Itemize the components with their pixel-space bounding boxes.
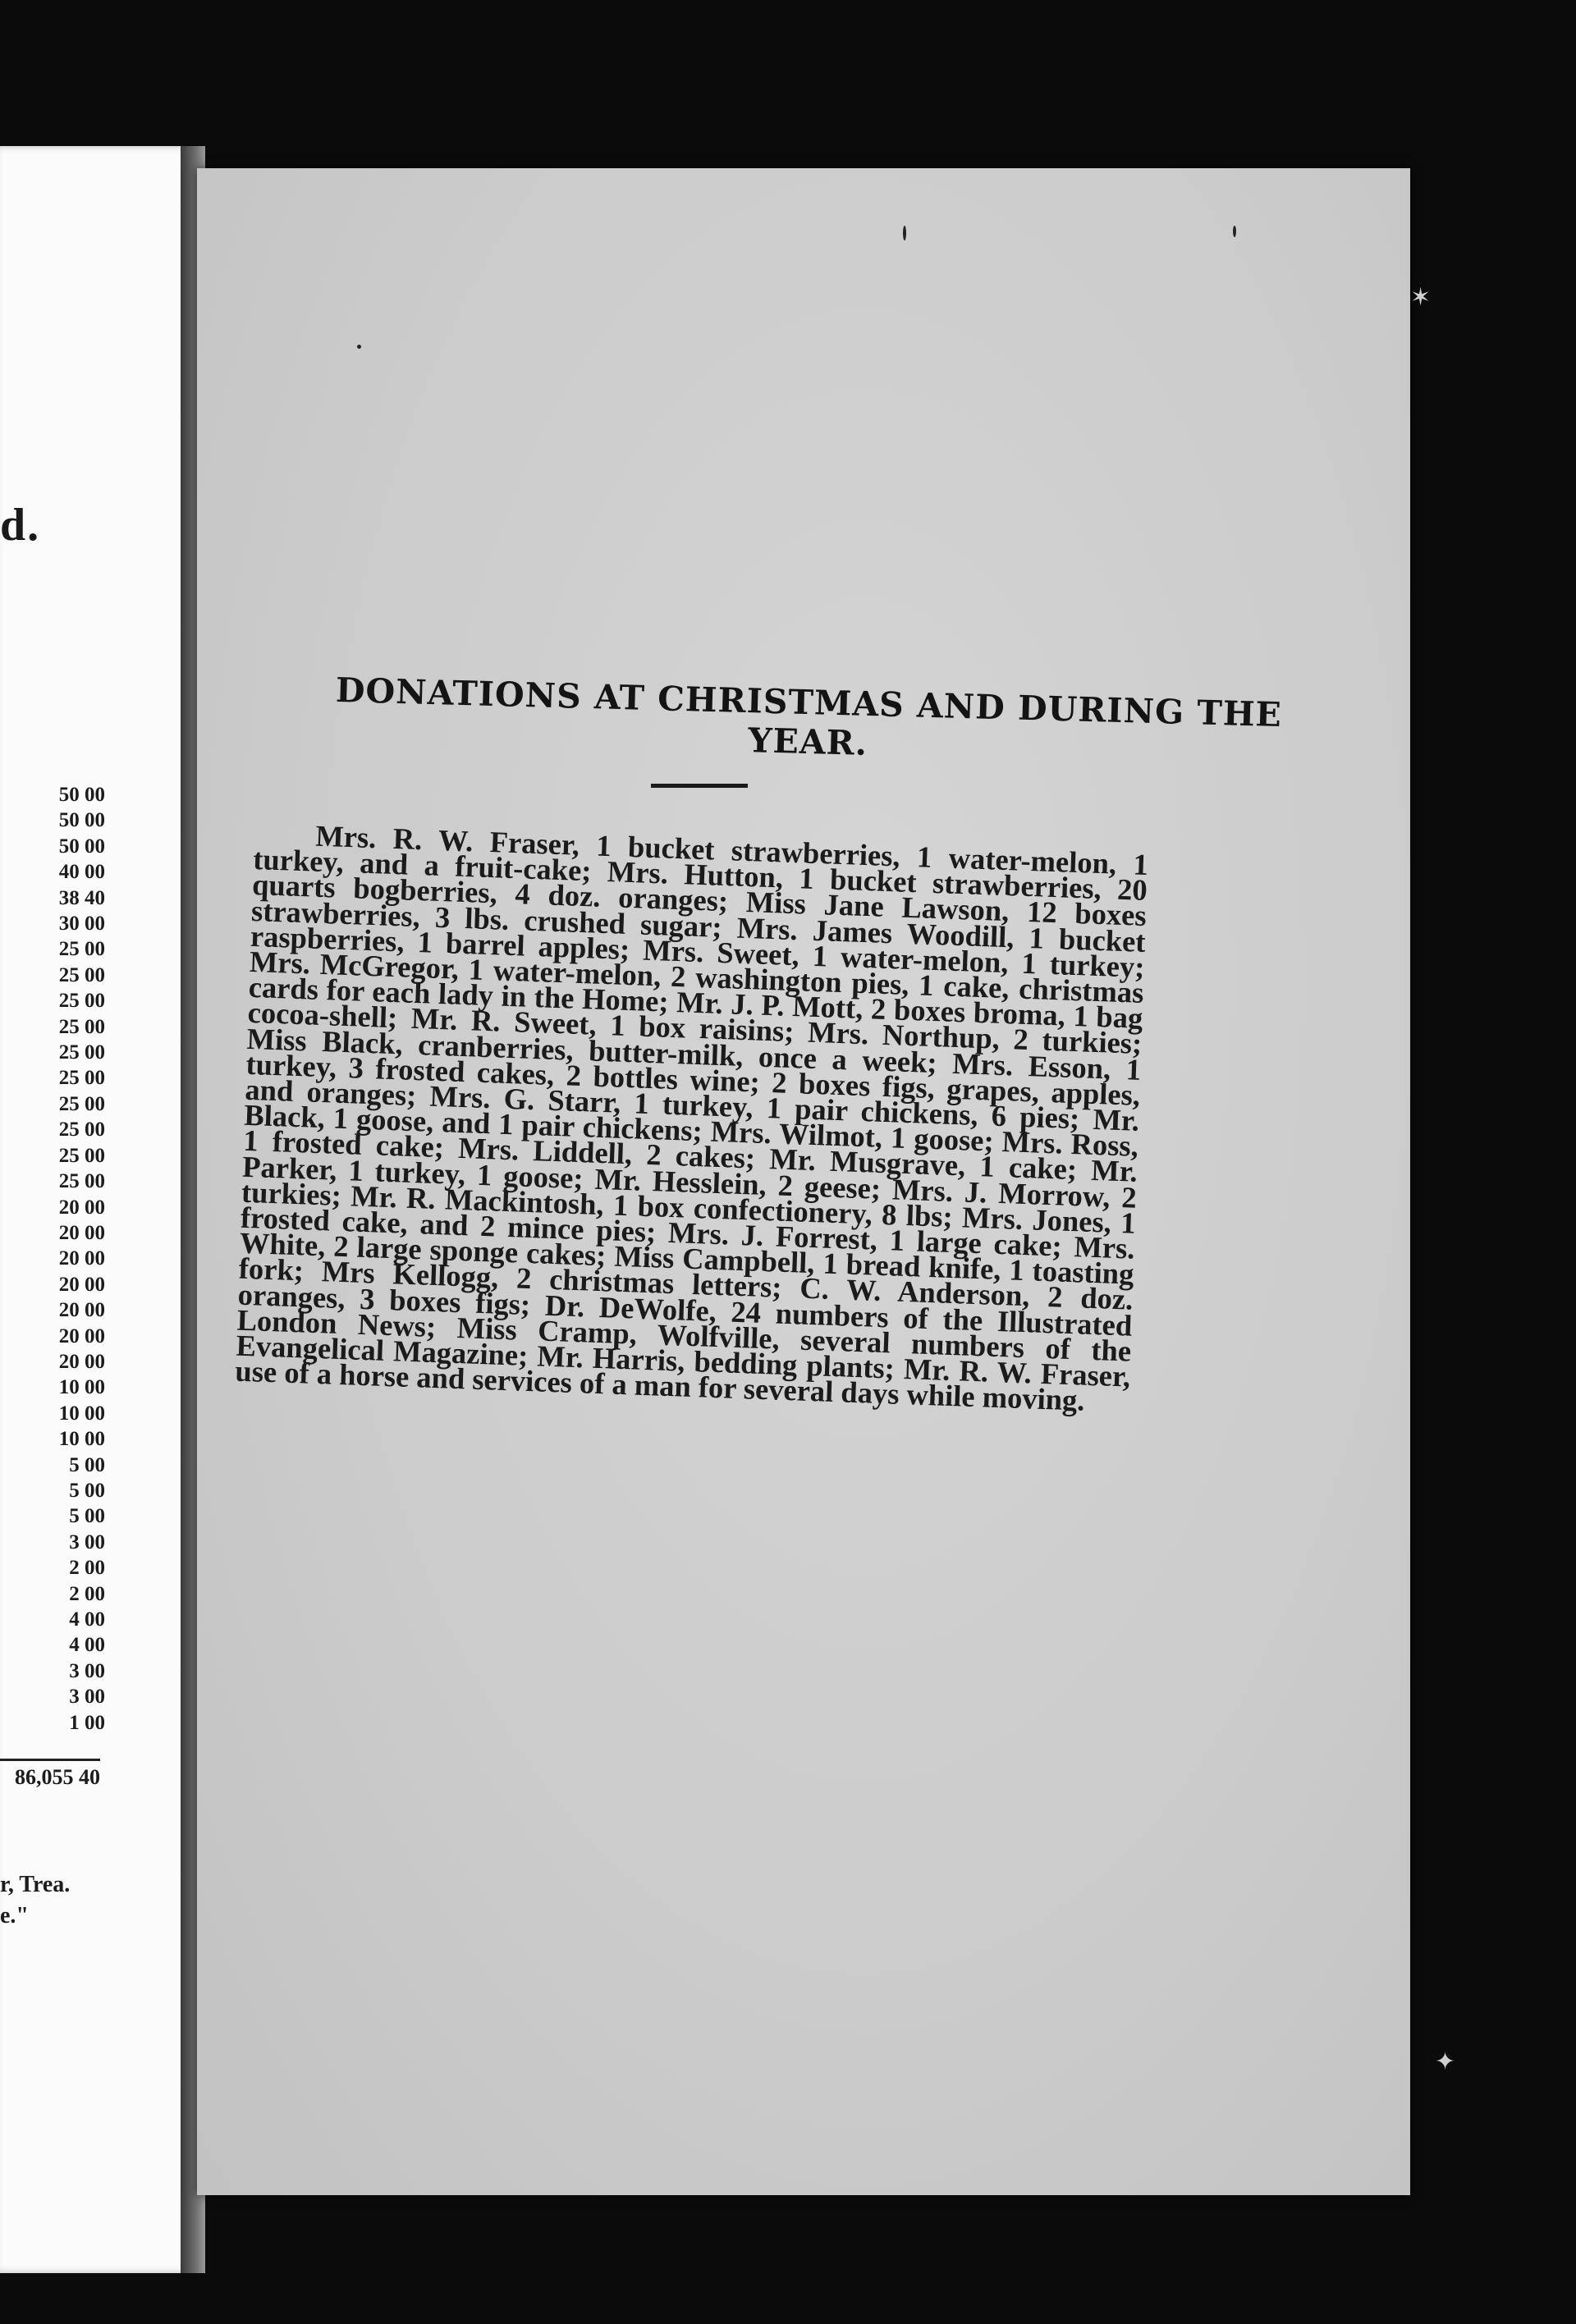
amount-entry: 25 00 bbox=[58, 1015, 105, 1038]
amount-entry: 25 00 bbox=[58, 963, 105, 986]
amount-entry: 25 00 bbox=[58, 1144, 105, 1167]
signoff-line-1: r, Trea. bbox=[0, 1872, 71, 1897]
amount-entry: 5 00 bbox=[69, 1453, 105, 1476]
amount-entry: 2 00 bbox=[69, 1557, 105, 1580]
speck-mark bbox=[1233, 226, 1236, 237]
amount-entry: 25 00 bbox=[58, 990, 105, 1013]
donations-paragraph: Mrs. R. W. Fraser, 1 bucket strawberries, 1 water-melon, 1 turkey, and a fruit-cake; Mrs. Hutton, 1 bucket strawberries, 20 quarts bogberries, 4 doz. oranges; Miss Jane Lawson, 12 boxes strawberries, 3 lbs. crushed sugar; Mrs. James Woodill, 1 bucket raspberries, 1 barrel apples; Mrs. Sweet, 1 water-melon, 1 turkey; Mrs. McGregor, 1 water-melon, 2 washington pies, 1 cake, christmas cards for each lady in the Home; Mr. J. P. Mott, 2 boxes broma, 1 bag cocoa-shell; Mr. R. Sweet, 1 box raisins; Mrs. Northup, 2 turkies; Miss Black, cranberries, butter-milk, once a week; Mrs. Esson, 1 turkey, 3 frosted cakes, 2 bottles wine; 2 boxes figs, grapes, apples, and oranges; Mrs. G. Starr, 1 turkey, 1 pair chickens, 6 pies; Mr. Black, 1 goose, and 1 pair chickens; Mrs. Wilmot, 1 goose; Mrs. Ross, 1 frosted cake; Mrs. Liddell, 2 cakes; Mr. Musgrave, 1 cake; Mr. Parker, 1 turkey, 1 goose; Mr. Hesslein, 2 geese; Mrs. J. Morrow, 2 turkies; Mr. R. Mackintosh, 1 box confectionery, 8 lbs; Mrs. Jones, 1 frosted cake, and 2 mince pies; Mrs. J. Forrest, 1 large cake; Mrs. White, 2 large sponge cakes; Miss Campbell, 1 bread knife, 1 toasting fork; Mrs Kellogg, 2 christmas letters; C. W. Anderson, 2 doz. oranges, 3 boxes figs; Dr. DeWolfe, 24 numbers of the Illustrated London News; Miss Cramp, Wolfville, several numbers of the Evangelical Magazine; Mr. Harris, bedding plants; Mr. R. W. Fraser, use of a horse and services of a man for several days while moving. bbox=[234, 818, 1149, 1417]
total-rule bbox=[0, 1759, 100, 1761]
amount-entry: 10 00 bbox=[58, 1376, 105, 1399]
amount-entry: 3 00 bbox=[69, 1530, 105, 1553]
amount-entry: 20 00 bbox=[58, 1273, 105, 1296]
amount-entry: 25 00 bbox=[58, 1119, 105, 1141]
amount-entry: 1 00 bbox=[69, 1711, 105, 1734]
amount-entry: 25 00 bbox=[58, 1092, 105, 1115]
amount-entry: 30 00 bbox=[58, 913, 105, 936]
heading-fragment: d. bbox=[0, 500, 41, 551]
facing-page-left bbox=[0, 146, 193, 2273]
amount-entry: 20 00 bbox=[58, 1247, 105, 1270]
amount-column bbox=[31, 782, 105, 1736]
total-amount: 86,055 40 bbox=[15, 1765, 100, 1789]
amount-entry: 3 00 bbox=[69, 1659, 105, 1682]
amount-entry: 20 00 bbox=[58, 1221, 105, 1244]
amount-entry: 10 00 bbox=[58, 1428, 105, 1451]
amount-entry: 20 00 bbox=[58, 1196, 105, 1219]
title-rule bbox=[651, 784, 748, 788]
speck-mark bbox=[903, 226, 906, 240]
edge-speck-icon: ✶ bbox=[1410, 283, 1432, 312]
amount-entry: 25 00 bbox=[58, 938, 105, 961]
edge-speck-icon: ✦ bbox=[1435, 2047, 1456, 2076]
amount-entry: 10 00 bbox=[58, 1402, 105, 1425]
amount-entry: 40 00 bbox=[58, 861, 105, 884]
amount-entry: 4 00 bbox=[69, 1634, 105, 1657]
page-right bbox=[197, 168, 1410, 2195]
amount-entry: 50 00 bbox=[58, 835, 105, 858]
amount-entry: 4 00 bbox=[69, 1608, 105, 1631]
page-title: DONATIONS AT CHRISTMAS AND DURING THE YEAR. bbox=[335, 670, 1283, 763]
amount-entry: 2 00 bbox=[69, 1582, 105, 1605]
amount-entry: 5 00 bbox=[69, 1479, 105, 1502]
amount-entry: 3 00 bbox=[69, 1686, 105, 1709]
amount-entry: 5 00 bbox=[69, 1505, 105, 1528]
amount-entry: 20 00 bbox=[58, 1299, 105, 1322]
amount-entry: 50 00 bbox=[58, 784, 105, 806]
signoff-line-2: e." bbox=[0, 1903, 29, 1928]
amount-entry: 20 00 bbox=[58, 1324, 105, 1347]
amount-entry: 25 00 bbox=[58, 1170, 105, 1193]
speck-mark bbox=[357, 345, 361, 349]
amount-entry: 25 00 bbox=[58, 1041, 105, 1064]
amount-entry: 50 00 bbox=[58, 809, 105, 832]
amount-entry: 38 40 bbox=[58, 886, 105, 909]
amount-entry: 25 00 bbox=[58, 1067, 105, 1090]
amount-entry: 20 00 bbox=[58, 1350, 105, 1373]
signoff-fragment bbox=[0, 1869, 70, 1932]
